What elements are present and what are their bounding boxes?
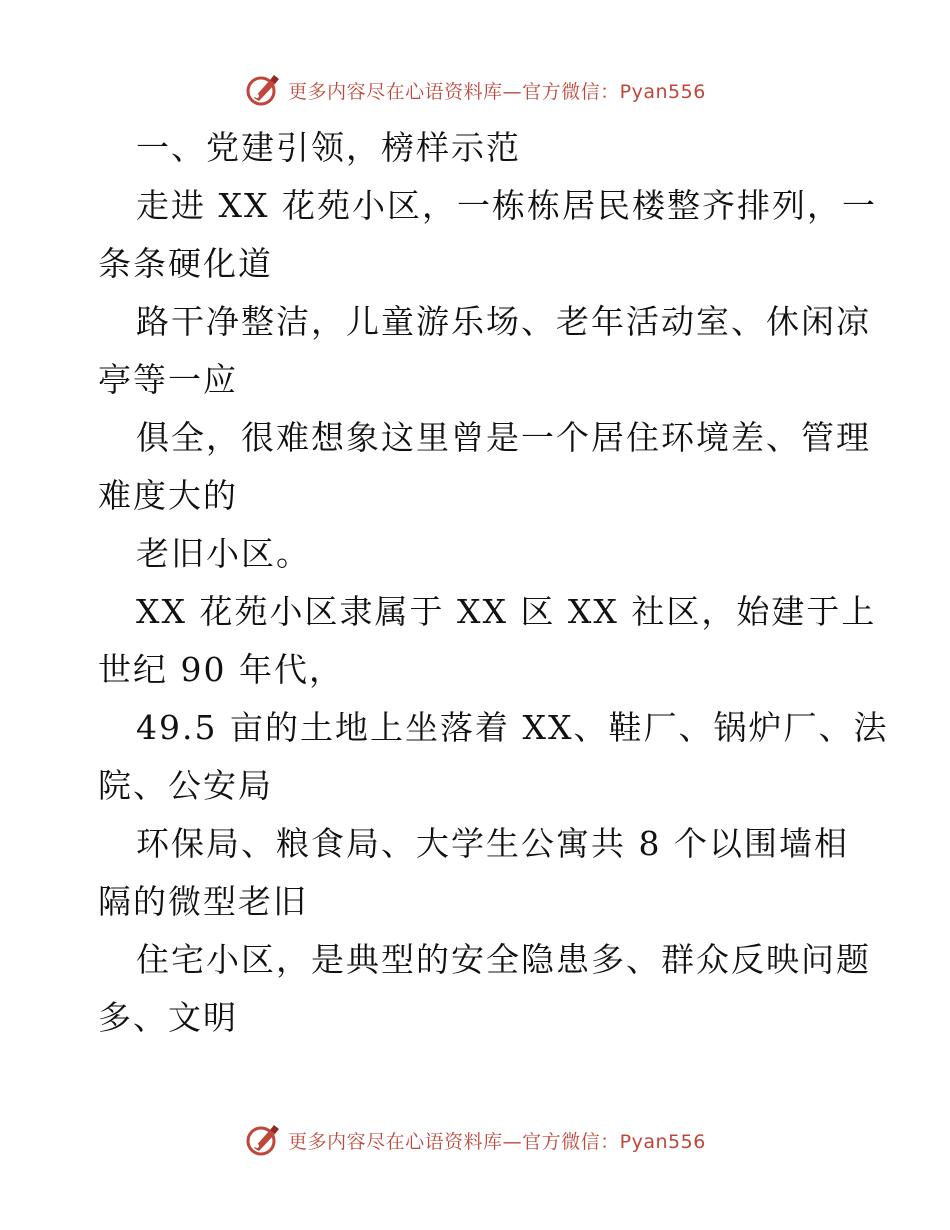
paragraph-line: 住宅小区，是典型的安全隐患多、群众反映问题 [136,940,871,979]
paragraph-line: 路干净整洁，儿童游乐场、老年活动室、休闲凉 [136,302,871,341]
paragraph-line: 49.5 亩的土地上坐落着 XX、鞋厂、锅炉厂、法 [136,708,889,747]
banner-text: 更多内容尽在心语资料库—官方微信：Pyan556 [288,80,706,103]
paragraph-line: 俱全，很难想象这里曾是一个居住环境差、管理 [136,418,871,457]
header-banner [0,68,950,112]
paragraph-line: 老旧小区。 [136,534,311,573]
paragraph-line: 院、公安局 [98,766,273,805]
pen-circle-logo-icon [244,1121,282,1159]
paragraph-line: 环保局、粮食局、大学生公寓共 8 个以围墙相 [136,824,849,863]
paragraph-line: XX 花苑小区隶属于 XX 区 XX 社区，始建于上 [136,592,877,631]
banner-text: 更多内容尽在心语资料库—官方微信：Pyan556 [288,1130,706,1153]
paragraph-line: 难度大的 [98,476,238,515]
paragraph-line: 隔的微型老旧 [98,882,308,921]
pen-circle-logo-icon [244,71,282,109]
paragraph-line: 多、文明 [98,998,238,1037]
footer-banner [0,1118,950,1162]
paragraph-line: 亭等一应 [98,360,238,399]
paragraph-line: 走进 XX 花苑小区，一栋栋居民楼整齐排列，一 [136,186,877,225]
paragraph-line: 世纪 90 年代， [98,650,344,689]
paragraph-line: 条条硬化道 [98,244,273,283]
section-heading: 一、党建引领，榜样示范 [136,128,521,167]
